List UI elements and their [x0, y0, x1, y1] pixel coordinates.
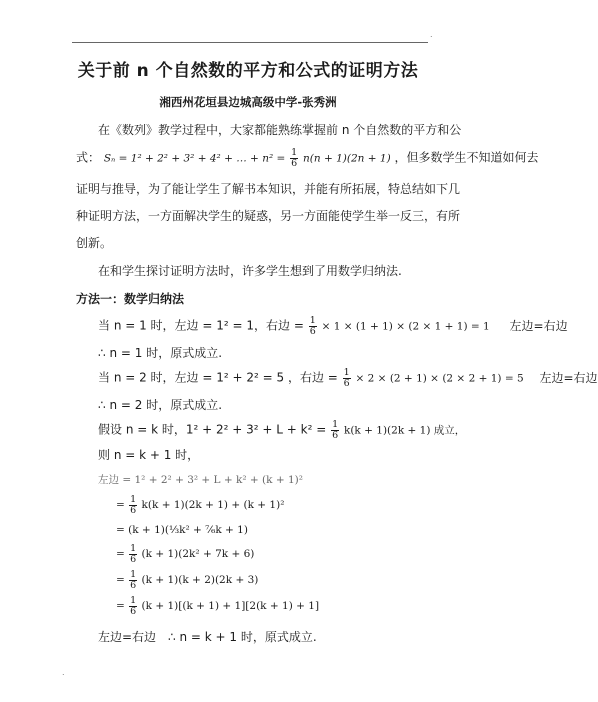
frac-denominator: 6	[332, 429, 339, 441]
fraction-one-sixth	[129, 596, 137, 616]
expansion-line-1: 左边 = 1² + 2² + 3² + L + k² + (k + 1)²	[98, 474, 303, 486]
frac-numerator: 1	[130, 494, 137, 505]
frac-denominator: 6	[130, 504, 137, 516]
step-n1-text: 当 n = 1 时，左边 = 1² = 1，右边 =	[98, 318, 304, 333]
fraction-one-sixth	[290, 148, 298, 168]
step-n2-text: 当 n = 2 时，左边 = 1² + 2² = 5 ，右边 =	[98, 370, 338, 385]
fraction-one-sixth	[309, 316, 317, 336]
equals-sign: =	[116, 600, 125, 612]
assume-formula: k(k + 1)(2k + 1) 成立，	[343, 424, 466, 437]
fraction-one-sixth	[343, 368, 351, 388]
author-line: 湘西州花垣县边城高级中学-张秀洲	[159, 95, 337, 109]
frac-numerator: 1	[291, 147, 298, 158]
step-assume	[98, 420, 465, 440]
frac-denominator: 6	[291, 157, 298, 169]
frac-numerator: 1	[343, 367, 350, 378]
step-n1-calc: × 1 × (1 + 1) × (2 × 1 + 1) = 1	[321, 320, 490, 333]
equals-sign: =	[116, 574, 125, 586]
document-title: 关于前 n 个自然数的平方和公式的证明方法	[77, 61, 419, 81]
expansion-5-expr: (k + 1)(k + 2)(2k + 3)	[141, 574, 259, 586]
equals-sign: =	[116, 499, 125, 511]
expansion-line-3: = (k + 1)(⅓k² + ⁷⁄₆k + 1)	[116, 524, 248, 536]
expansion-2-expr: k(k + 1)(2k + 1) + (k + 1)²	[141, 499, 285, 511]
expansion-line-6	[116, 596, 319, 616]
header-mark: .	[430, 30, 433, 39]
header-rule	[72, 42, 428, 43]
intro-line-4: 种证明方法，一方面解决学生的疑惑，另一方面能使学生举一反三，有所	[76, 209, 461, 223]
frac-numerator: 1	[332, 419, 339, 430]
frac-denominator: 6	[343, 377, 350, 389]
expansion-4-expr: (k + 1)(2k² + 7k + 6)	[141, 548, 255, 560]
intro-line-3: 证明与推导，为了能让学生了解书本知识，并能有所拓展，特总结如下几	[76, 182, 461, 196]
expansion-line-4	[116, 544, 254, 564]
frac-numerator: 1	[309, 315, 316, 326]
frac-denominator: 6	[130, 579, 137, 591]
step-n1	[98, 316, 568, 336]
intro-prefix: 式：	[76, 150, 101, 165]
expansion-6-expr: (k + 1)[(k + 1) + 1][2(k + 1) + 1]	[141, 600, 320, 612]
step-n1-conclusion: ∴ n = 1 时，原式成立.	[98, 346, 223, 360]
frac-numerator: 1	[130, 543, 137, 554]
footer-mark: .	[62, 668, 65, 677]
sum-formula-left: Sₙ = 1² + 2² + 3² + 4² + … + n² =	[103, 152, 286, 165]
final-conclusion: 左边=右边 ∴ n = k + 1 时，原式成立.	[98, 630, 317, 644]
sum-formula-right: n(n + 1)(2n + 1)	[303, 152, 391, 165]
step-n2-result: 左边=右边	[539, 370, 598, 385]
paragraph-2: 在和学生探讨证明方法时，许多学生想到了用数学归纳法.	[98, 264, 402, 278]
expansion-line-2	[116, 495, 284, 515]
expansion-line-5	[116, 570, 258, 590]
assume-text: 假设 n = k 时，1² + 2² + 3² + L + k² =	[98, 422, 327, 437]
frac-denominator: 6	[130, 553, 137, 565]
frac-numerator: 1	[130, 595, 137, 606]
method-heading: 方法一：数学归纳法	[76, 292, 185, 306]
intro-line-1: 在《数列》教学过程中，大家都能熟练掌握前 n 个自然数的平方和公	[98, 123, 462, 137]
fraction-one-sixth	[129, 495, 137, 515]
step-n2-conclusion: ∴ n = 2 时，原式成立.	[98, 398, 223, 412]
equals-sign: =	[116, 548, 125, 560]
step-n2-calc: × 2 × (2 + 1) × (2 × 2 + 1) = 5	[355, 372, 524, 385]
intro-line-5: 创新。	[76, 236, 113, 250]
frac-numerator: 1	[130, 569, 137, 580]
fraction-one-sixth	[331, 420, 339, 440]
step-n1-result: 左边=右边	[509, 318, 568, 333]
fraction-one-sixth	[129, 570, 137, 590]
fraction-one-sixth	[129, 544, 137, 564]
frac-denominator: 6	[130, 605, 137, 617]
intro-suffix: ，但多数学生不知道如何去	[394, 150, 539, 165]
intro-line-2	[76, 148, 539, 168]
step-n2	[98, 368, 598, 388]
step-k-plus-1: 则 n = k + 1 时，	[98, 448, 200, 462]
frac-denominator: 6	[309, 325, 316, 337]
